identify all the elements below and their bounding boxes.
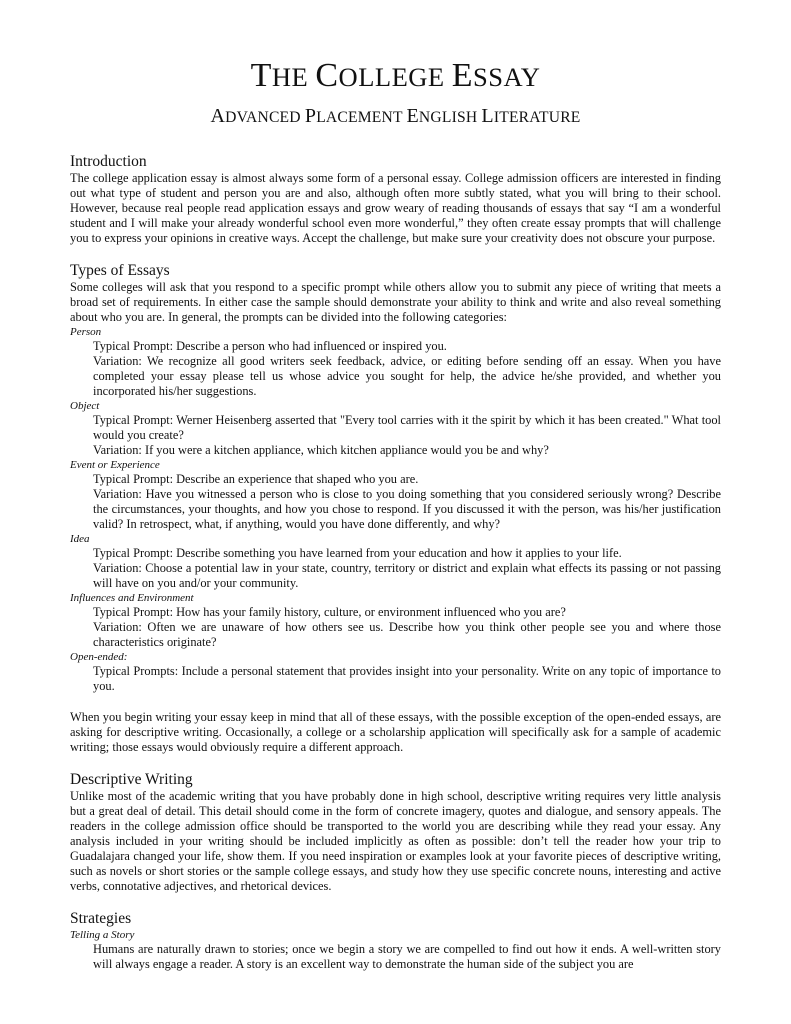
category-idea (70, 532, 721, 591)
variation: Variation: Choose a potential law in your state, country, territory or district and explain what effects its passing or not passing will have on you and/or your community. (93, 561, 721, 590)
intro-paragraph: The college application essay is almost always some form of a personal essay. College admission officers are interested in finding out what type of student and person you are and also, although often more subtly stated, what you will bring to their school. However, because real people read application essays and grow weary of reading thousands of essays that say “I am a wonderful student and I will make your already wonderful school even more wonderful,” they often create essay prompts that will challenge you to express your opinions in creative ways. Accept the challenge, but make sure your creativity does not obscure your purpose. (70, 171, 721, 245)
category-label: Person (70, 326, 102, 338)
category-label: Influences and Environment (70, 592, 194, 604)
typical-prompt: Typical Prompt: Describe something you have learned from your education and how it applies to your life. (93, 546, 622, 560)
page-title: THE COLLEGE ESSAY (250, 57, 541, 94)
category-open-ended (70, 650, 721, 694)
descriptive-paragraph: Unlike most of the academic writing that you have probably done in high school, descriptive writing requires very little analysis but a great deal of detail. This detail should come in the form of concrete imagery, quotes and dialogue, and sensory appeals. The readers in the college admission office should be transported to the world you are describing while they read your essay. Any analysis included in your writing should be included implicitly as often as possible: don’t tell the reader how your trip to Guadalajara changed your life, show them. If you need inspiration or examples look at your favorite pieces of descriptive writing, such as novels or short stories or the sample college essays, and study how they use specific concrete nouns, interesting and active verbs, connotative adjectives, and rhetorical devices. (70, 789, 721, 893)
variation: Variation: We recognize all good writers seek feedback, advice, or editing before sending off an essay. When you have completed your essay please tell us whose advice you sought for help, the advice he/she provided, and whether you incorporated his/her suggestions. (93, 354, 721, 398)
document-page (70, 0, 721, 972)
category-object (70, 399, 721, 458)
section-heading-introduction: Introduction (70, 153, 147, 170)
variation: Variation: Have you witnessed a person who is close to you doing something that you considered seriously wrong? Describe the circumstances, your thoughts, and how you chose to respond. If you discussed it with the person, was his/her justification valid? In retrospect, what, if anything, would you have done differently, and why? (93, 487, 721, 531)
section-heading-types: Types of Essays (70, 262, 170, 279)
types-closing-paragraph: When you begin writing your essay keep in mind that all of these essays, with the possible exception of the open-ended essays, are asking for descriptive writing. Occasionally, a college or a scholarship application will specifically ask for a sample of academic writing; those essays would obviously require a different approach. (70, 710, 721, 754)
typical-prompt: Typical Prompt: Describe an experience that shaped who you are. (93, 472, 419, 486)
typical-prompt: Typical Prompt: How has your family history, culture, or environment influenced who you are? (93, 605, 566, 619)
typical-prompt: Typical Prompts: Include a personal statement that provides insight into your personality. Write on any topic of importance to you. (93, 664, 721, 693)
category-label: Open-ended: (70, 651, 128, 663)
category-person (70, 325, 721, 399)
section-heading-strategies: Strategies (70, 910, 132, 927)
category-event (70, 458, 721, 532)
category-influences (70, 591, 721, 650)
page-subtitle: ADVANCED PLACEMENT ENGLISH LITERATURE (210, 105, 581, 127)
typical-prompt: Typical Prompt: Describe a person who had influenced or inspired you. (93, 339, 447, 353)
category-label: Idea (70, 533, 90, 545)
category-label: Object (70, 400, 100, 412)
strategy-paragraph: Humans are naturally drawn to stories; once we begin a story we are compelled to find out how it ends. A well-written story will always engage a reader. A story is an excellent way to demonstrate the human side of the subject you are (93, 942, 721, 971)
section-heading-descriptive: Descriptive Writing (70, 771, 193, 788)
variation: Variation: If you were a kitchen appliance, which kitchen appliance would you be and why? (93, 443, 549, 457)
types-paragraph: Some colleges will ask that you respond to a specific prompt while others allow you to submit any piece of writing that meets a broad set of requirements. In either case the sample should demonstrate your ability to think and write and also reveal something about who you are. In general, the prompts can be divided into the following categories: (70, 280, 721, 324)
strategy-subheading: Telling a Story (70, 929, 135, 941)
variation: Variation: Often we are unaware of how others see us. Describe how you think other people see you and where those characteristics originate? (93, 620, 721, 649)
typical-prompt: Typical Prompt: Werner Heisenberg asserted that "Every tool carries with it the spirit by which it has been created." What tool would you create? (93, 413, 721, 442)
category-label: Event or Experience (70, 459, 160, 471)
